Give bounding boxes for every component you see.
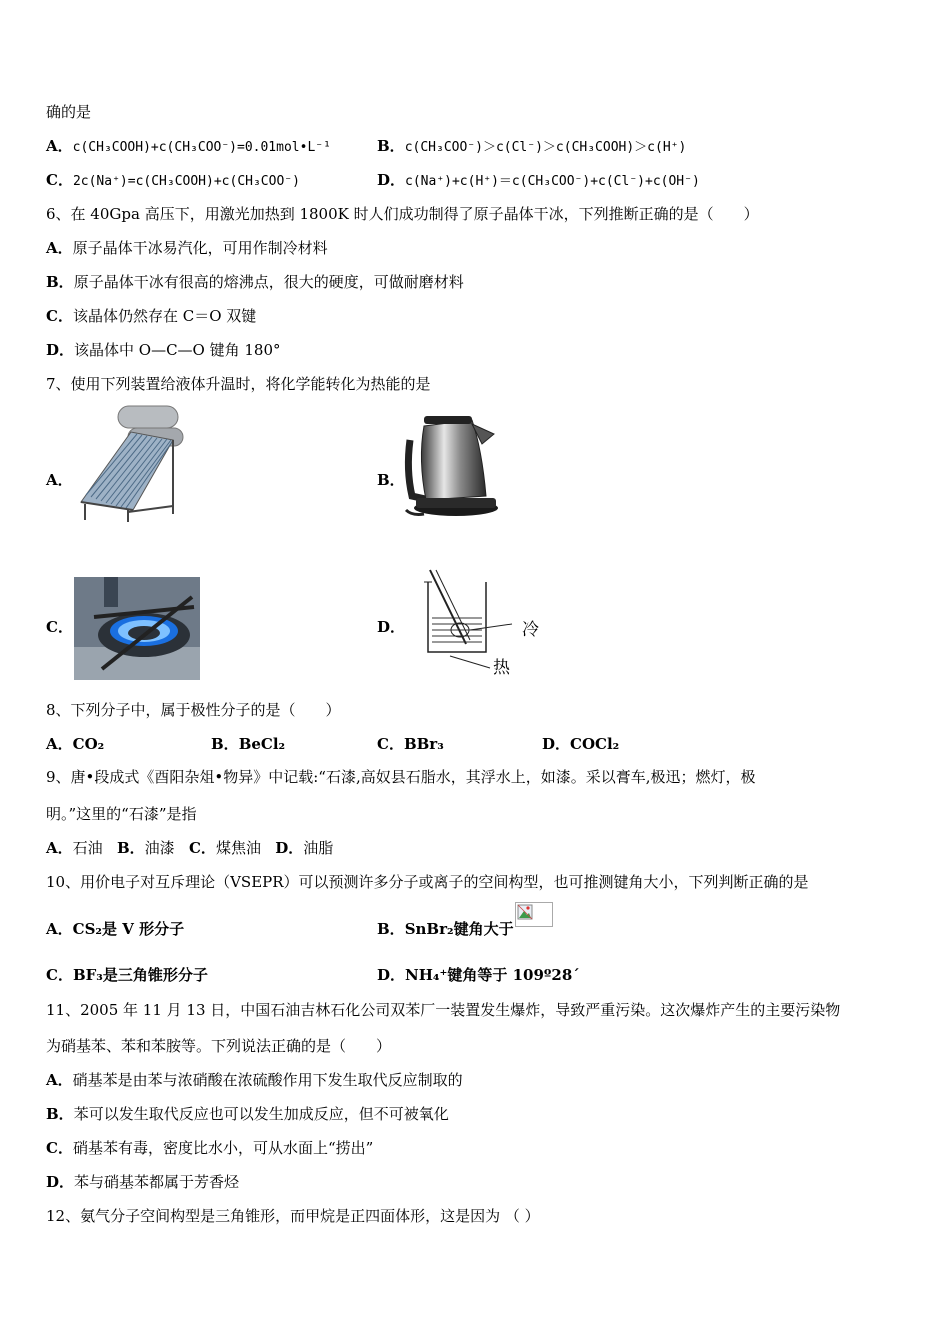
option-text: BBr₃ xyxy=(403,735,444,753)
option-label: D． xyxy=(46,341,75,359)
q10-option-c xyxy=(46,965,208,985)
q7-stem: 7、使用下列装置给液体升温时，将化学能转化为热能的是 xyxy=(46,375,431,393)
q7-option-a-label xyxy=(46,470,73,490)
option-label: D． xyxy=(542,735,571,753)
q6-stem: 6、在 40Gpa 高压下，用激光加热到 1800K 时人们成功制得了原子晶体干冰，下列推断正确的是（ ） xyxy=(46,205,759,223)
option-label: C． xyxy=(46,171,73,189)
option-label: C． xyxy=(46,966,73,984)
option-label: A． xyxy=(46,1071,73,1089)
q11-option-a xyxy=(46,1070,463,1090)
q11-option-c xyxy=(46,1138,373,1158)
q6-option-a xyxy=(46,238,328,258)
q6-option-d xyxy=(46,340,281,360)
option-text: 煤焦油 xyxy=(215,839,261,857)
option-text: BF₃是三角锥形分子 xyxy=(72,966,208,984)
q5-option-c xyxy=(46,170,300,192)
option-label: B． xyxy=(46,273,74,291)
option-label: B． xyxy=(211,735,239,753)
q9-stem-line2: 明。”这里的“石漆”是指 xyxy=(46,805,197,823)
option-text: CO₂ xyxy=(72,735,105,753)
option-label: D． xyxy=(377,966,406,984)
q5-stem-tail: 确的是 xyxy=(46,103,92,121)
option-text: 石油 xyxy=(72,839,103,857)
option-text: c(CH₃COOH)+c(CH₃COO⁻)=0.01mol•L⁻¹ xyxy=(72,140,331,155)
option-label: D． xyxy=(377,618,406,636)
q8-option-a xyxy=(46,734,104,754)
q9-options xyxy=(46,838,333,858)
electric-kettle-image xyxy=(402,410,500,520)
q11-stem-line1: 11、2005 年 11 月 13 日，中国石油吉林石化公司双苯厂一装置发生爆炸，导致严重污染。这次爆炸产生的主要污染物 xyxy=(46,1001,841,1019)
q5-option-d xyxy=(377,170,700,192)
option-text: 油脂 xyxy=(303,839,334,857)
option-text: c(Na⁺)+c(H⁺)＝c(CH₃COO⁻)+c(Cl⁻)+c(OH⁻) xyxy=(405,174,700,189)
q10-option-a xyxy=(46,919,184,939)
option-label: B． xyxy=(377,471,405,489)
label-cold: 冷 xyxy=(522,620,539,640)
option-label: C． xyxy=(188,839,216,857)
broken-image-icon xyxy=(515,902,553,927)
q11-stem-line2: 为硝基苯、苯和苯胺等。下列说法正确的是（ ） xyxy=(46,1037,392,1055)
q6-option-c xyxy=(46,306,256,326)
option-label: C． xyxy=(377,735,404,753)
gas-stove-image xyxy=(74,577,200,680)
label-hot: 热 xyxy=(493,658,510,678)
option-text: 原子晶体干冰易汽化，可用作制冷材料 xyxy=(72,239,328,257)
q8-option-b xyxy=(211,734,285,754)
q11-option-b xyxy=(46,1104,449,1124)
q8-option-d xyxy=(542,734,619,754)
option-text: 油漆 xyxy=(144,839,175,857)
solar-water-heater-image xyxy=(73,402,188,524)
q10-stem: 10、用价电子对互斥理论（VSEPR）可以预测许多分子或离子的空间构型，也可推测键角大小，下列判断正确的是 xyxy=(46,873,809,891)
option-text: 原子晶体干冰有很高的熔沸点，很大的硬度，可做耐磨材料 xyxy=(73,273,464,291)
option-label: A． xyxy=(46,239,73,257)
option-text: 苯可以发生取代反应也可以发生加成反应，但不可被氧化 xyxy=(73,1105,449,1123)
q6-option-b xyxy=(46,272,464,292)
q10-option-b xyxy=(377,919,514,939)
q12-stem: 12、氨气分子空间构型是三角锥形，而甲烷是正四面体形，这是因为 （ ） xyxy=(46,1207,540,1225)
option-label: D． xyxy=(377,171,406,189)
option-label: B． xyxy=(377,137,405,155)
option-text: CS₂是 V 形分子 xyxy=(72,920,185,938)
q8-option-c xyxy=(377,734,444,754)
q11-option-d xyxy=(46,1172,239,1192)
option-label: C． xyxy=(46,307,73,325)
option-text: 硝基苯有毒，密度比水小，可从水面上“捞出” xyxy=(72,1139,374,1157)
option-label: D． xyxy=(275,839,304,857)
option-label: A． xyxy=(46,137,73,155)
option-label: B． xyxy=(377,920,405,938)
option-text: COCl₂ xyxy=(570,735,620,753)
q10-option-d xyxy=(377,965,580,985)
option-text: 该晶体中 O—C—O 键角 180° xyxy=(74,341,281,359)
option-text: 硝基苯是由苯与浓硝酸在浓硫酸作用下发生取代反应制取的 xyxy=(72,1071,463,1089)
q8-stem: 8、下列分子中，属于极性分子的是（ ） xyxy=(46,701,341,719)
option-text: 苯与硝基苯都属于芳香烃 xyxy=(74,1173,240,1191)
option-label: A． xyxy=(46,920,73,938)
q7-option-d-label xyxy=(377,617,405,637)
option-text: 2c(Na⁺)=c(CH₃COOH)+c(CH₃COO⁻) xyxy=(72,174,300,189)
q5-option-b xyxy=(377,136,686,158)
option-label: B． xyxy=(46,1105,74,1123)
option-label: B． xyxy=(116,839,145,857)
q5-option-a xyxy=(46,136,331,158)
option-text: BeCl₂ xyxy=(238,735,286,753)
option-label: D． xyxy=(46,1173,75,1191)
option-label: C． xyxy=(46,1139,73,1157)
option-text: 该晶体仍然存在 C＝O 双键 xyxy=(72,307,257,325)
option-label: C． xyxy=(46,618,73,636)
q7-option-c-label xyxy=(46,617,73,637)
option-text: NH₄⁺键角等于 109º28´ xyxy=(405,966,580,984)
option-label: A． xyxy=(46,735,73,753)
q7-option-b-label xyxy=(377,470,405,490)
option-text: c(CH₃COO⁻)＞c(Cl⁻)＞c(CH₃COOH)＞c(H⁺) xyxy=(404,140,687,155)
option-text: SnBr₂键角大于 xyxy=(404,920,514,938)
q9-stem-line1: 9、唐•段成式《酉阳杂俎•物异》中记载:“石漆,高奴县石脂水，其浮水上，如漆。采以膏车,极迅；燃灯，极 xyxy=(46,768,756,786)
option-label: A． xyxy=(46,839,73,857)
option-label: A． xyxy=(46,471,73,489)
